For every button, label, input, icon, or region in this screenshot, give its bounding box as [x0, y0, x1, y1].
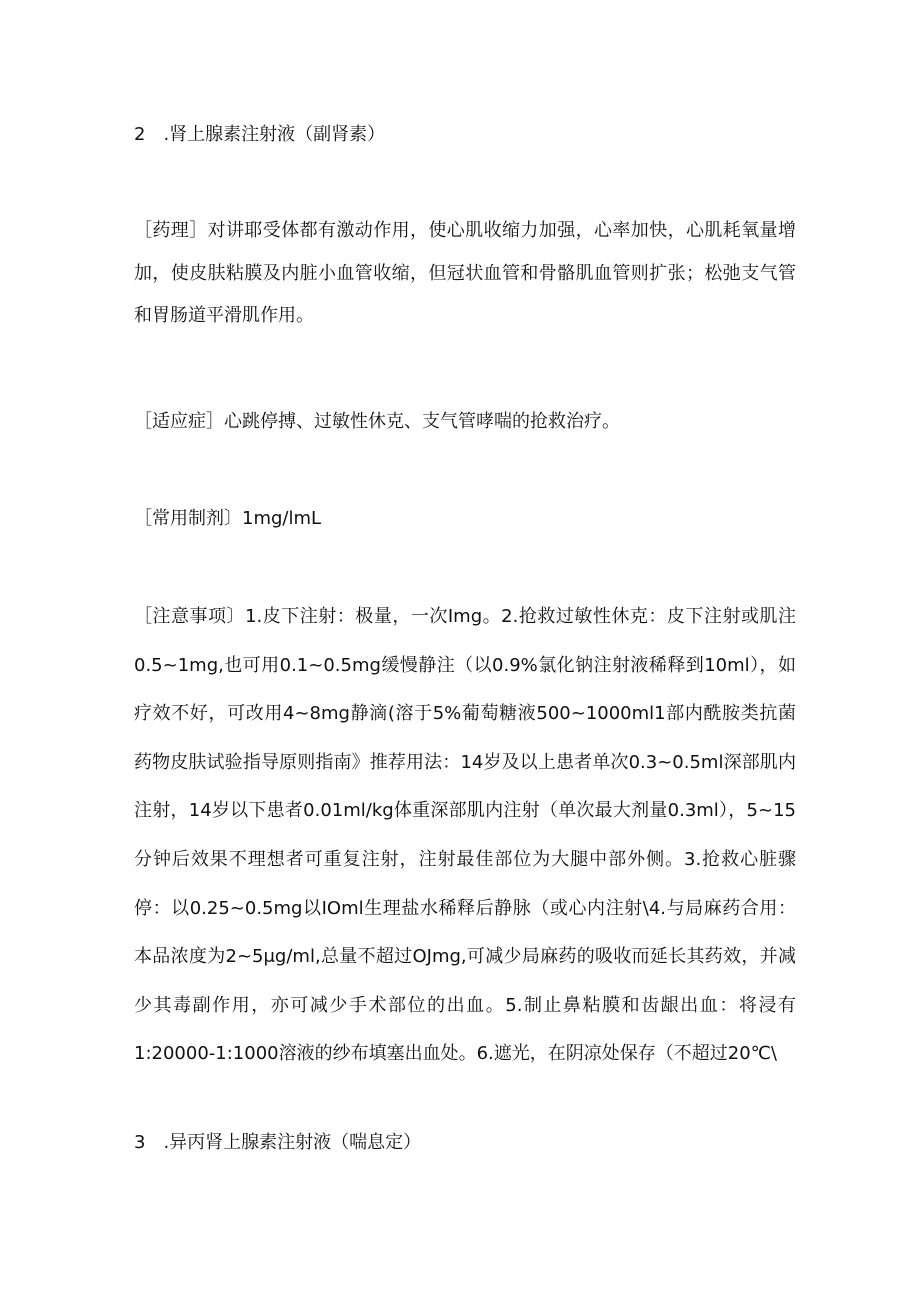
section-2-heading: 2 .肾上腺素注射液（副肾素）	[134, 124, 386, 145]
precautions-paragraph: ［注意事项〕1.皮下注射：极量，一次Img。2.抢救过敏性休克：皮下注射或肌注0.5~1mg,也可用0.1~0.5mg缓慢静注（以0.9%氯化钠注射液稀释到10ml），如疗效不好，可改用4~8mg静滴(溶于5%葡萄糖液500~1000ml1部内酰胺类抗菌药物皮肤试验指导原则指南》推荐用法：14岁及以上患者单次0.3~0.5ml深部肌内注射，14岁以下患者0.01ml/kg体重深部肌内注射（单次最大剂量0.3ml），5~15分钟后效果不理想者可重复注射，注射最佳部位为大腿中部外侧。3.抢救心脏骤停：以0.25~0.5mg以IOml生理盐水稀释后静脉（或心内注射\4.与局麻药合用：本品浓度为2~5μg∕ml,总量不超过OJmg,可减少局麻药的吸收而延长其药效，并减少其毒副作用，亦可减少手术部位的出血。5.制止鼻粘膜和齿龈出血：将浸有1:20000-1:1000溶液的纱布填塞出血处。6.遮光，在阴凉处保存（不超过20℃\	[134, 606, 796, 1065]
preparation-paragraph: ［常用制剂〕1mg∕lmL	[134, 508, 322, 529]
indications-paragraph: ［适应症］心跳停搏、过敏性休克、支气管哮喘的抢救治疗。	[134, 411, 620, 432]
pharmacology-paragraph: ［药理］对讲耶受体都有激动作用，使心肌收缩力加强，心率加快，心肌耗氧量增加，使皮肤粘膜及内脏小血管收缩，但冠状血管和骨骼肌血管则扩张；松弛支气管和胃肠道平滑肌作用。	[134, 220, 796, 326]
section-3-heading: 3 .异丙肾上腺素注射液（喘息定）	[134, 1132, 422, 1153]
